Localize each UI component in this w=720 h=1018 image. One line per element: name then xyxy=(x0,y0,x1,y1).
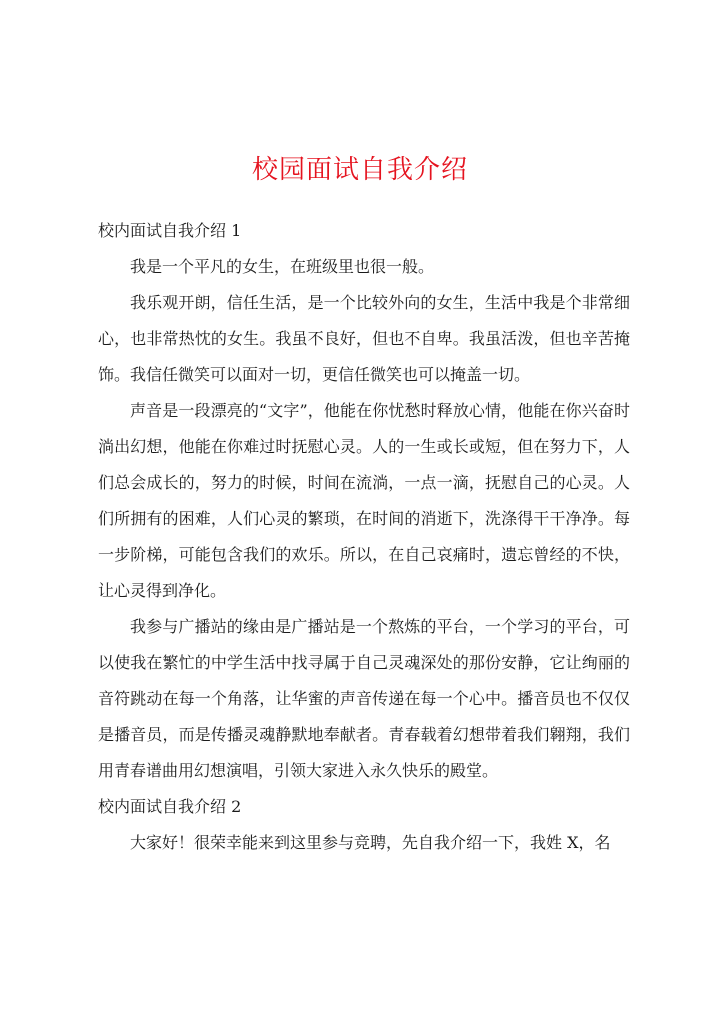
section-heading: 校内面试自我介绍 2 xyxy=(98,797,242,816)
paragraph: 大家好！很荣幸能来到这里参与竞聘，先自我介绍一下，我姓 X，名 xyxy=(130,833,611,852)
document-title: 校园面试自我介绍 xyxy=(251,155,468,185)
paragraph: 声音是一段漂亮的“文字”，他能在你忧愁时释放心情，他能在你兴奋时淌出幻想，他能在你难过时抚慰心灵。人的一生或长或短，但在努力下，人们总会成长的，努力的时候，时间在流淌，一点一滴，抚慰自己的心灵。人们所拥有的困难，人们心灵的繁琐，在时间的消逝下，洗涤得干干净净。每一步阶梯，可能包含我们的欢乐。所以，在自己哀痛时，遗忘曾经的不快，让心灵得到净化。 xyxy=(98,401,630,600)
document-body xyxy=(98,213,630,861)
section-2 xyxy=(98,789,630,861)
section-heading: 校内面试自我介绍 1 xyxy=(98,221,242,240)
paragraph: 我是一个平凡的女生，在班级里也很一般。 xyxy=(130,257,435,276)
section-1 xyxy=(98,213,630,789)
paragraph: 我乐观开朗，信任生活，是一个比较外向的女生，生活中我是个非常细心，也非常热忱的女生。我虽不良好，但也不自卑。我虽活泼，但也辛苦掩饰。我信任微笑可以面对一切，更信任微笑也可以掩盖一切。 xyxy=(98,293,630,384)
paragraph: 我参与广播站的缘由是广播站是一个熬炼的平台，一个学习的平台，可以使我在繁忙的中学生活中找寻属于自己灵魂深处的那份安静，它让绚丽的音符跳动在每一个角落，让华蜜的声音传递在每一个心中。播音员也不仅仅是播音员，而是传播灵魂静默地奉献者。青春载着幻想带着我们翱翔，我们用青春谱曲用幻想演唱，引领大家进入永久快乐的殿堂。 xyxy=(98,617,630,780)
